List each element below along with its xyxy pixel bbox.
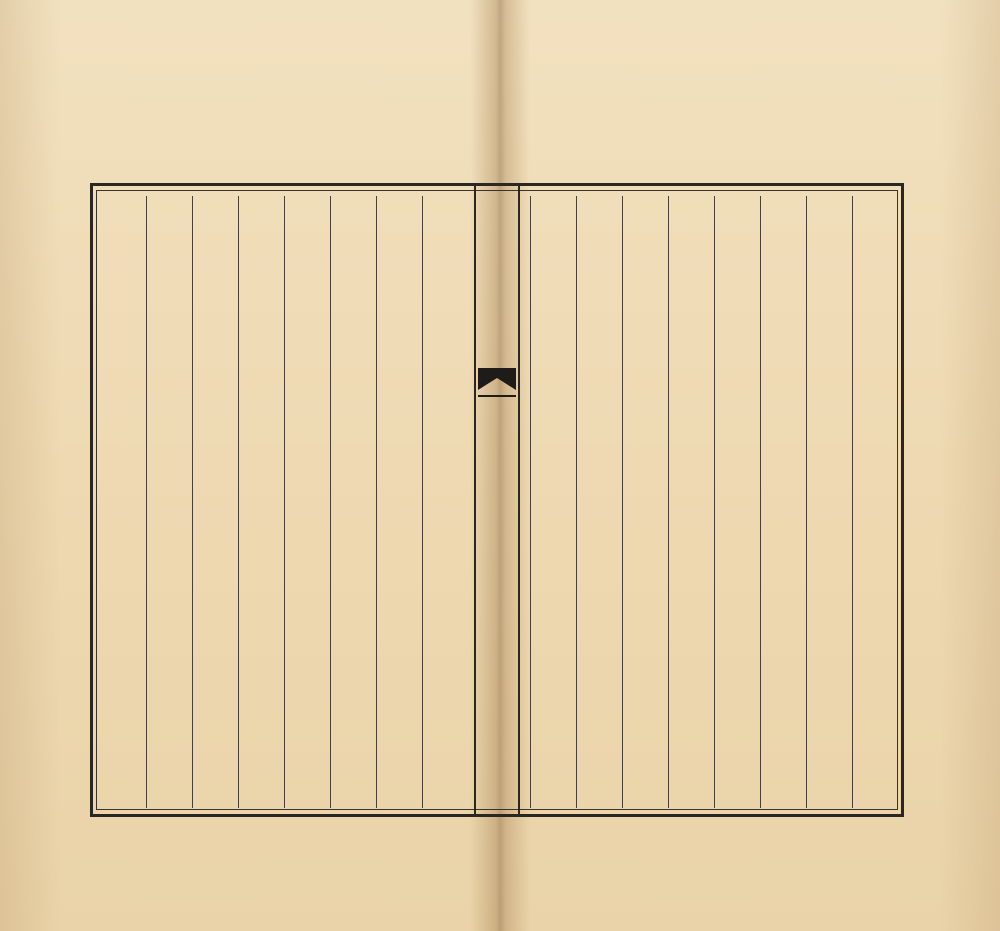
text-column (194, 196, 238, 808)
text-column (578, 196, 622, 808)
text-column (148, 196, 192, 808)
column-rule (146, 196, 147, 808)
center-fold-strip (474, 186, 520, 814)
text-column (624, 196, 668, 808)
column-rule (852, 196, 853, 808)
text-column (532, 196, 576, 808)
text-column (670, 196, 714, 808)
text-column (808, 196, 852, 808)
column-rule (376, 196, 377, 808)
column-rule (806, 196, 807, 808)
column-rule (576, 196, 577, 808)
column-rule (622, 196, 623, 808)
fishtail-mark (478, 368, 516, 398)
column-rule (760, 196, 761, 808)
column-rule (284, 196, 285, 808)
text-column (332, 196, 376, 808)
column-rule (192, 196, 193, 808)
column-rule (238, 196, 239, 808)
text-column (854, 196, 898, 808)
text-column (240, 196, 284, 808)
column-rule (714, 196, 715, 808)
column-rule (330, 196, 331, 808)
text-column (424, 196, 468, 808)
text-column (762, 196, 806, 808)
column-rule (530, 196, 531, 808)
text-column (716, 196, 760, 808)
column-rule (422, 196, 423, 808)
column-rule (668, 196, 669, 808)
text-column (378, 196, 422, 808)
text-column (286, 196, 330, 808)
text-column (102, 196, 146, 808)
